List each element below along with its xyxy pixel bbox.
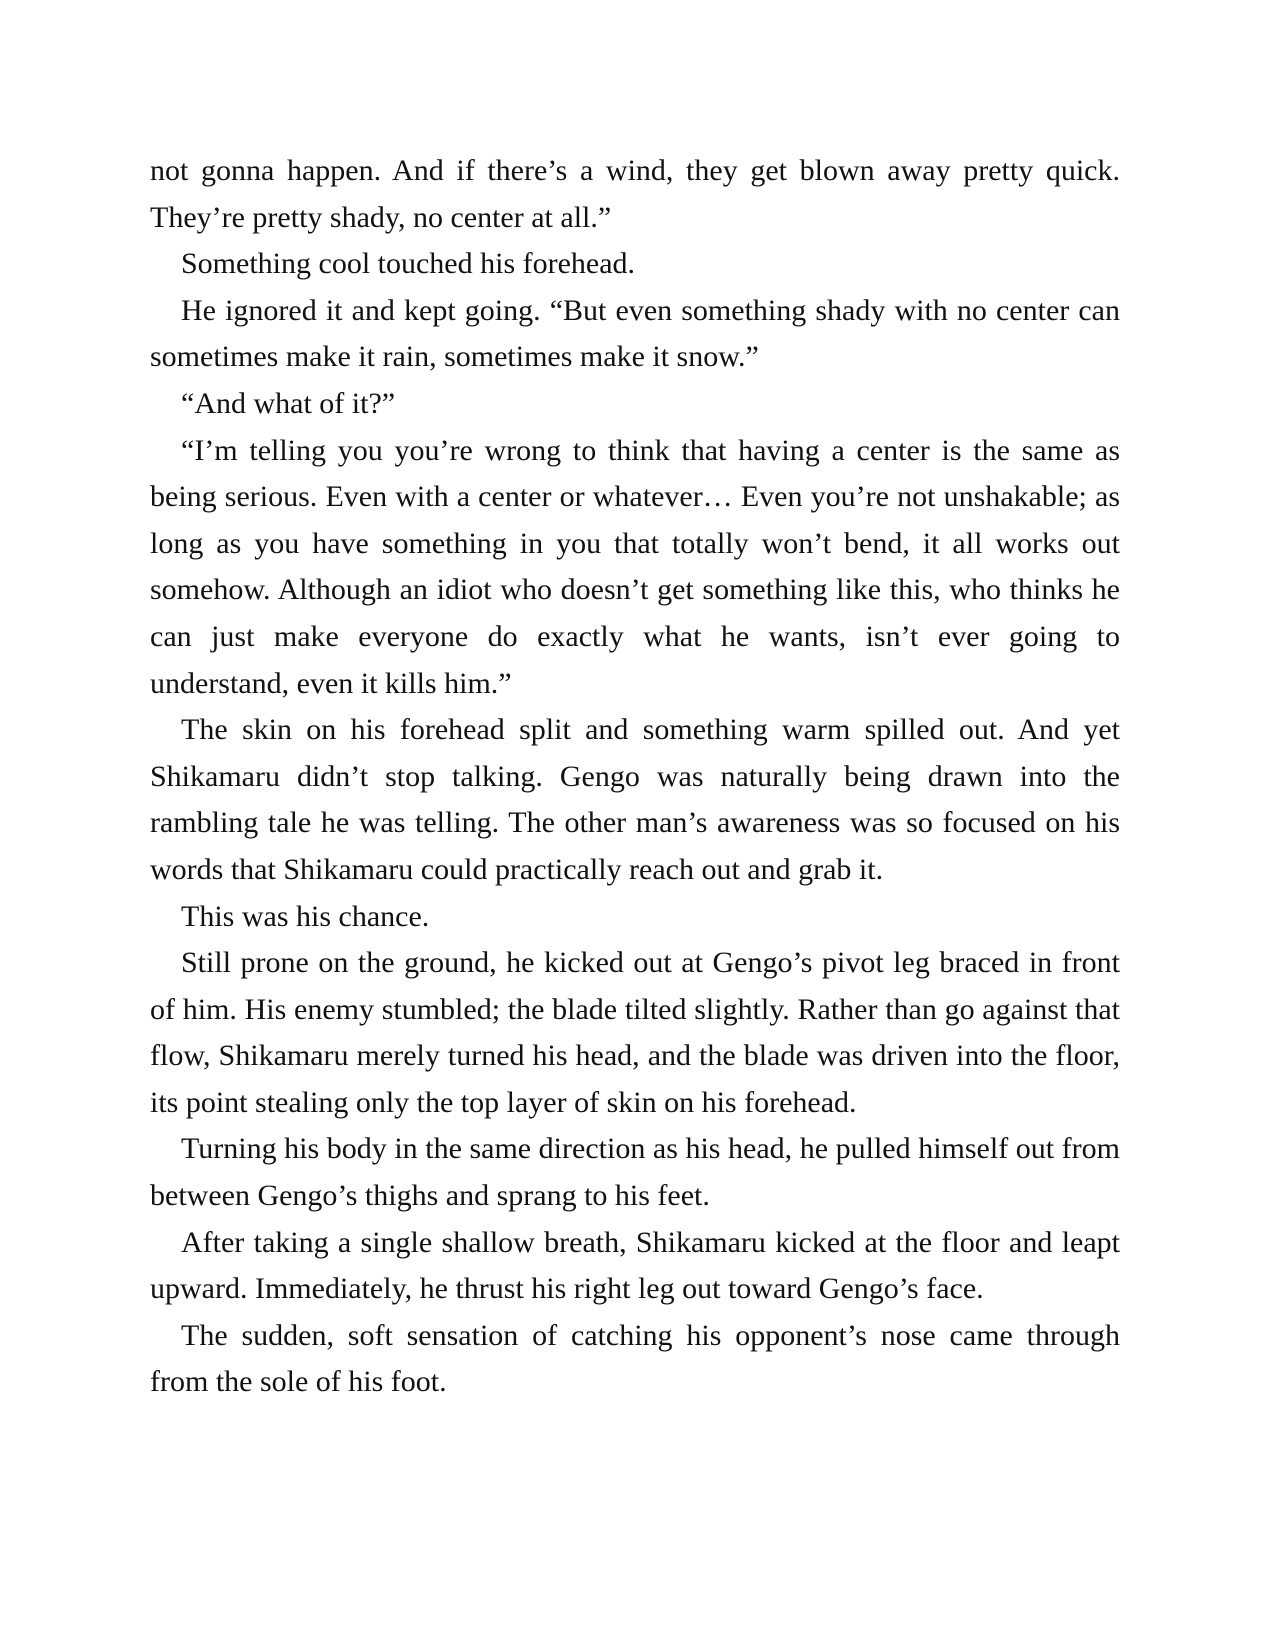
paragraph: Something cool touched his forehead. (181, 247, 636, 281)
paragraph-continuation: not gonna happen. And if there’s a wind, they get blown away pretty quick. They’re pretty shady, no center at all.” (150, 154, 1120, 234)
paragraph: The sudden, soft sensation of catching his opponent’s nose came through from the sole of his foot. (150, 1318, 1120, 1399)
paragraph: This was his chance. (181, 899, 430, 933)
paragraph: “I’m telling you you’re wrong to think that having a center is the same as being serious. Even with a center or whatever… Even you’re not unshakable; as long as you have something in you that totally won’t bend, it all works out somehow. Although an idiot who doesn’t get something like this, who thinks he can just make everyone do exactly what he wants, isn’t ever going to understand, even it kills him.” (150, 433, 1120, 700)
paragraph: “And what of it?” (181, 386, 396, 420)
page-body (150, 148, 1120, 1406)
paragraph: Still prone on the ground, he kicked out at Gengo’s pivot leg braced in front of him. His enemy stumbled; the blade tilted slightly. Rather than go against that flow, Shikamaru merely turned his head, and the blade was driven into the floor, its point stealing only the top layer of skin on his forehead. (150, 946, 1120, 1119)
paragraph: He ignored it and kept going. “But even something shady with no center can sometimes make it rain, sometimes make it snow.” (150, 293, 1120, 374)
paragraph: Turning his body in the same direction as his head, he pulled himself out from between Gengo’s thighs and sprang to his feet. (150, 1132, 1120, 1213)
paragraph: The skin on his forehead split and something warm spilled out. And yet Shikamaru didn’t stop talking. Gengo was naturally being drawn into the rambling tale he was telling. The other man’s awareness was so focused on his words that Shikamaru could practically reach out and grab it. (150, 713, 1120, 886)
paragraph: After taking a single shallow breath, Shikamaru kicked at the floor and leapt upward. Immediately, he thrust his right leg out toward Gengo’s face. (150, 1225, 1120, 1306)
